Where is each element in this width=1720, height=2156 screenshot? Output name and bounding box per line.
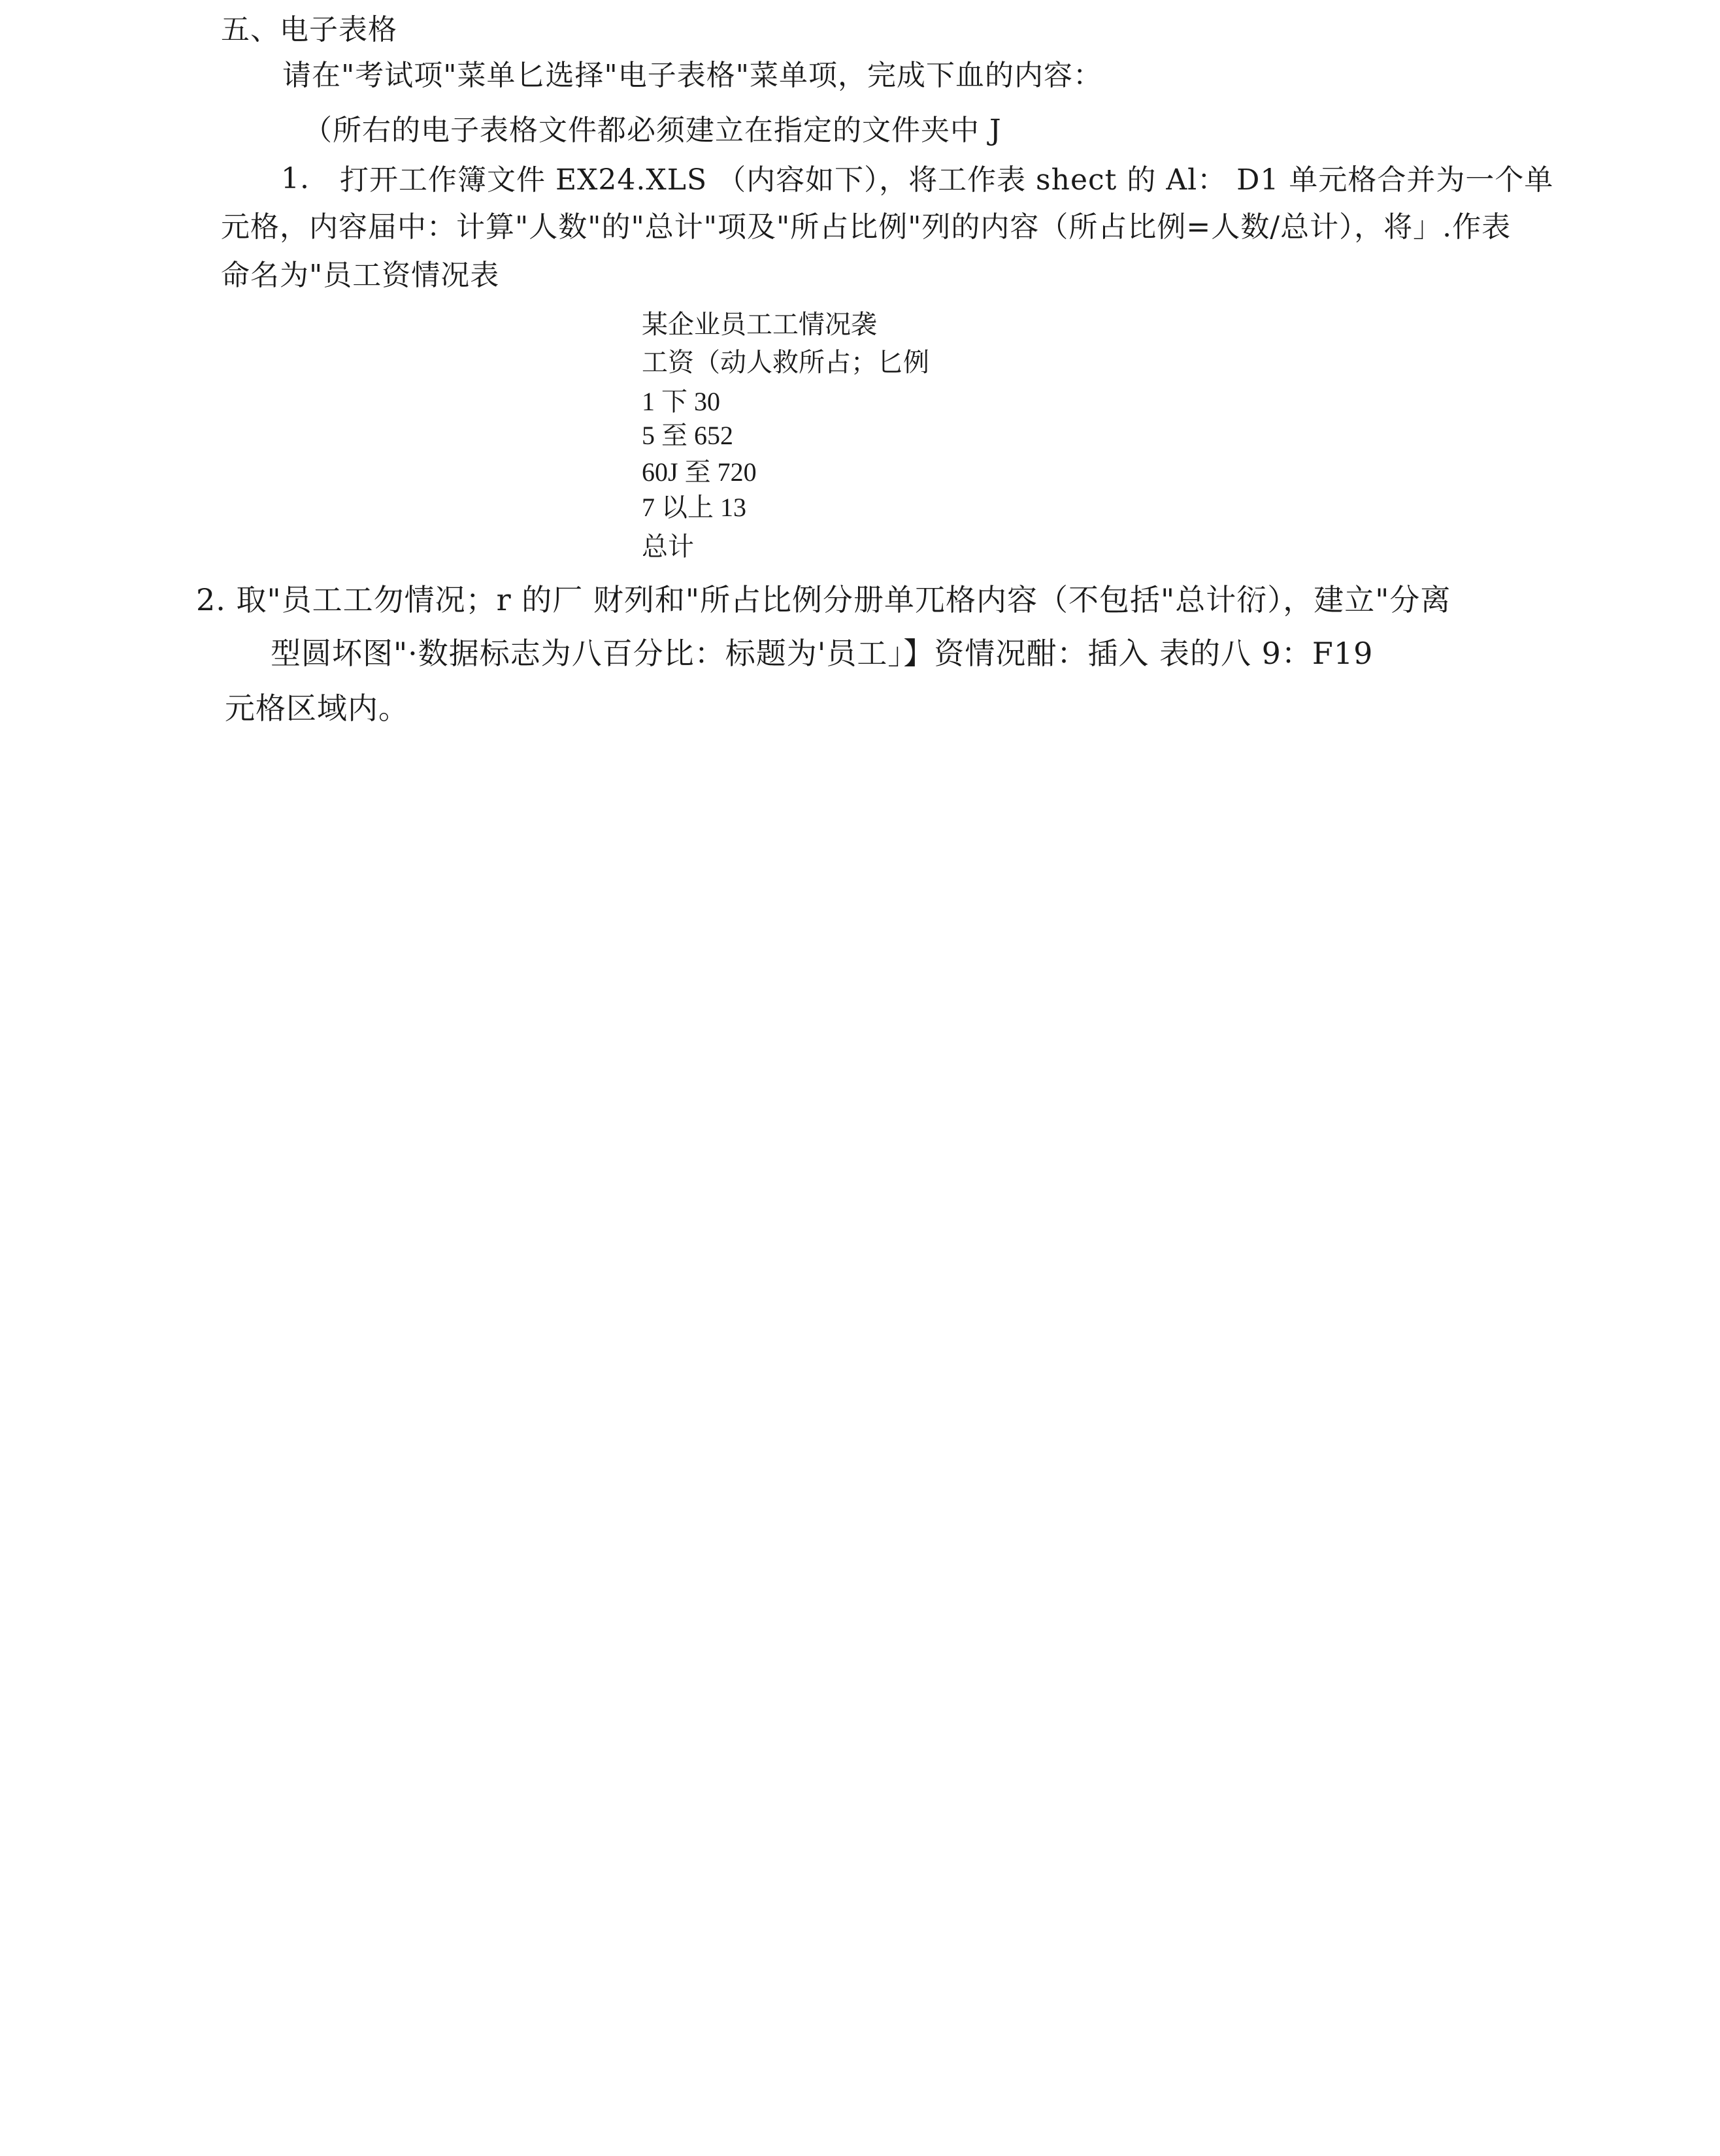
table-line: 1 下 30 — [642, 387, 720, 416]
section-title: 五、电子表格 — [221, 13, 397, 46]
table-line: 某企业员工工情况袭 — [642, 310, 877, 339]
question2-line-1: 2. 取"员工工勿情况；r 的厂 财列和"所占比例分册单兀格内容（不包括"总计衍），建立"分离 — [196, 582, 1451, 617]
question1-line-2: 元格，内容届中：计算"人数"的"总计"项及"所占比例"列的内容（所占比例=人数/总计），将」.作表 — [221, 210, 1512, 244]
question1-line-3: 命名为"员工资情况表 — [221, 259, 500, 292]
table-line: 总计 — [642, 532, 694, 561]
question1-line-1: 打开工作簿文件 EX24.XLS （内容如下），将工作表 shect 的 Al： D1 单元格合并为一个单 — [340, 163, 1554, 197]
instruction-text: 请在"考试项"菜单匕选择"电子表格"菜单项，完成下血的内容： — [282, 59, 1102, 92]
table-line: 60J 至 720 — [642, 457, 757, 487]
table-line: 7 以上 13 — [642, 493, 746, 522]
question2-line-3: 元格区域内。 — [225, 691, 409, 726]
question2-line-2: 型圆坏图"·数据标志为八百分比：标题为'员工」】资情况酣：插入 表的八 9：F19 — [271, 636, 1374, 671]
table-line: 工资（动人救所占；匕例 — [642, 348, 929, 377]
table-line: 5 至 652 — [642, 421, 733, 450]
question1-number: 1. — [281, 162, 310, 195]
note-text: （所右的电子表格文件都必须建立在指定的文件夹中 J — [303, 114, 1002, 147]
